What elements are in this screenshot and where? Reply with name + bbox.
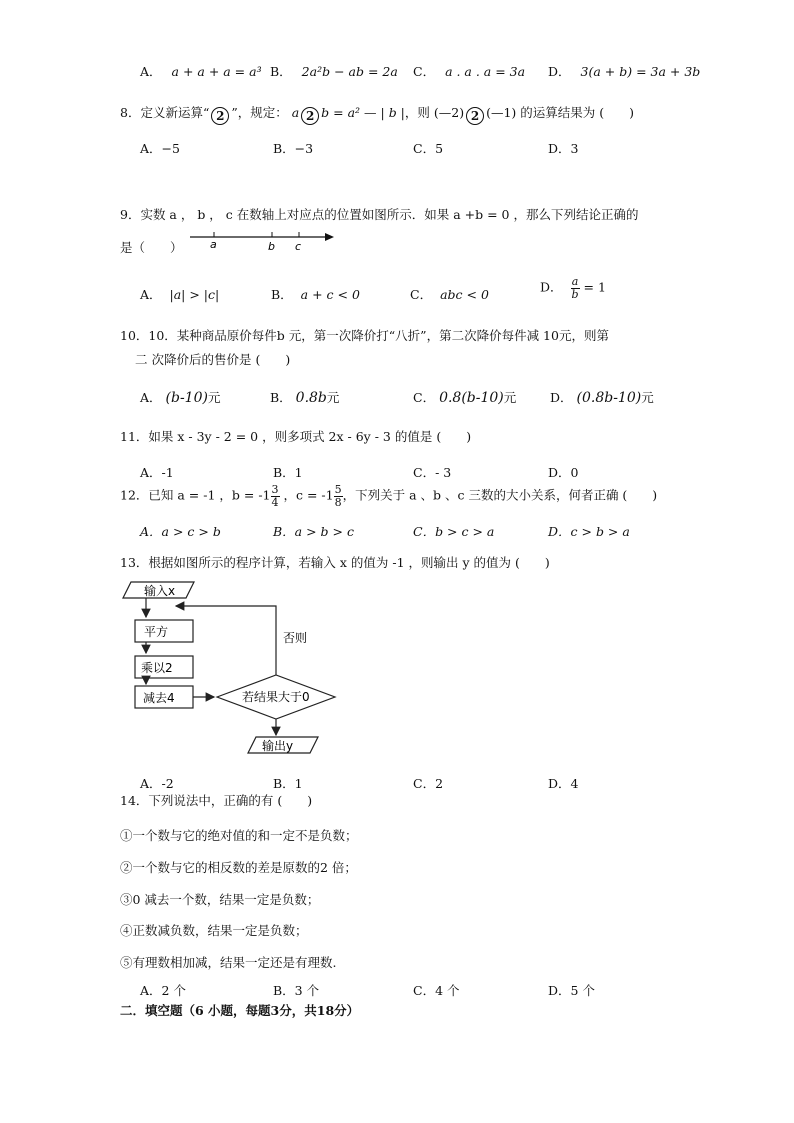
q14-option-a: A．2 个 [140,983,186,998]
q12-option-d: D．c > b > a [548,524,630,539]
q8-stem [120,103,634,125]
circled-two-icon: 2 [466,107,484,125]
flow-square-text: 平方 [144,625,169,639]
q7-option-c-label: C． [413,64,436,79]
q9-option-d-eq: = 1 [583,279,606,295]
unit-yuan: 元 [503,390,517,405]
q7-option-b-expr: 2a²b − ab = 2a [301,64,398,79]
q8-option-d: D．3 [548,141,579,156]
q7-option-a-expr: a + a + a = a³ [171,64,262,79]
unit-yuan: 元 [641,390,654,405]
q13-option-c: C．2 [413,776,444,791]
q10-option-b [270,388,339,406]
q10-stem: 10．10．某种商品原价每件b 元，第一次降价打“八折”，第二次降价每件减 10元，则第 [120,328,609,343]
q8-def-a: a [291,105,300,120]
q7-option-b [270,62,398,80]
q7-option-d-expr: 3(a + b) = 3a + 3b [580,64,701,79]
fraction-numerator: 5 [334,483,342,496]
q12-stem [120,484,657,508]
q10-option-d-label: D． [550,390,573,405]
q10-option-c-expr: 0.8(b-10) [439,390,504,406]
q8-def-b: b = a² — | b | [321,105,405,120]
q12-b-fraction [271,484,280,508]
q7-option-c [413,62,525,80]
q12-stem-part2: ，c = -1 [279,487,334,503]
q10-option-a-expr: (b-10) [165,390,208,406]
q13-option-d: D．4 [548,776,579,791]
q14-statement-1: ①一个数与它的绝对值的和一定不是负数； [120,828,358,843]
flow-output-text: 输出y [262,739,294,753]
flow-multiply-text: 乘以2 [141,661,173,675]
q8-stem-part3: ，则 (—2) [404,105,465,120]
flow-input-text: 输入x [144,584,176,598]
unit-yuan: 元 [207,390,221,405]
q13-stem: 13．根据如图所示的程序计算，若输入 x 的值为 -1 ，则输出 y 的值为 ( ) [120,555,550,570]
flow-subtract-text: 减去4 [143,691,175,705]
q14-statement-5: ⑤有理数相加减，结果一定还是有理数. [120,955,337,970]
fraction-denominator: 8 [334,495,342,509]
q12-option-b: B．a > b > c [273,524,354,539]
q8-option-a: A．−5 [140,141,180,156]
q11-option-c: C．- 3 [413,465,452,480]
q10-stem-2: 二 次降价后的售价是 ( ) [135,352,291,367]
fraction-denominator: b [571,287,579,301]
fraction-numerator: a [571,275,579,288]
q12-stem-part1: 12．已知 a = -1 ，b = -1 [120,487,271,503]
q9-stem: 9．实数 a ， b ， c 在数轴上对应点的位置如图所示．如果 a +b = 0 ，那么下列结论正确的 [120,207,639,222]
q10-option-b-label: B． [270,390,292,405]
q9-stem-2: 是（ ） [120,240,183,255]
flow-else-text: 否则 [283,631,308,645]
q14-statement-3: ③0 减去一个数，结果一定是负数； [120,892,320,907]
q9-option-b [271,285,360,303]
unit-yuan: 元 [326,390,340,405]
q14-statement-2: ②一个数与它的相反数的差是原数的2 倍； [120,860,357,875]
q8-option-b: B．−3 [273,141,314,156]
q10-option-c-label: C． [413,390,436,405]
q9-option-b-label: B． [271,287,293,302]
q14-stem: 14．下列说法中，正确的有 ( ) [120,793,313,808]
q13-option-b: B．1 [273,776,303,791]
circled-two-icon: 2 [211,107,229,125]
q12-stem-part3: ，下列关于 a 、b 、c 三数的大小关系，何者正确 ( ) [342,487,658,503]
q13-option-a: A．-2 [140,776,174,791]
arrow-right-icon [325,233,334,241]
q11-option-b: B．1 [273,465,303,480]
q7-option-d-label: D． [548,64,571,79]
q10-option-b-expr: 0.8b [295,390,327,406]
q8-stem-part2: ”，规定： [231,105,288,120]
q11-stem: 11．如果 x - 3y - 2 = 0 ，则多项式 2x - 6y - 3 的值是 ( ) [120,429,472,444]
q9-option-c [410,285,489,303]
q9-option-d-fraction [571,276,580,300]
q14-option-b: B．3 个 [273,983,320,998]
q11-option-a: A．-1 [140,465,174,480]
q8-option-c: C．5 [413,141,444,156]
q10-option-c [413,388,516,406]
q9-option-d [540,276,606,300]
q10-option-d [550,388,654,406]
q11-option-d: D．0 [548,465,579,480]
q7-option-c-expr: a . a . a = 3a [445,64,526,79]
q10-option-d-expr: (0.8b-10) [576,390,642,406]
flow-condition-text: 若结果大于0 [242,690,310,704]
q9-option-c-label: C． [410,287,433,302]
q9-option-a-expr: |a| > |c| [169,287,220,302]
q7-option-a-label: A． [140,64,162,79]
fraction-numerator: 3 [271,483,279,496]
q14-statement-4: ④正数减负数，结果一定是负数； [120,923,308,938]
q8-stem-part1: 8．定义新运算“ [120,105,210,120]
number-line [188,226,338,252]
q7-option-d [548,62,700,80]
number-line-label-c: c [295,240,302,252]
q9-option-a [140,285,219,303]
section-2-heading: 二．填空题（6 小题，每题3分，共18分） [120,1003,360,1018]
q12-option-c: C．b > c > a [413,524,495,539]
q10-option-a [140,388,220,406]
q9-option-a-label: A． [140,287,162,302]
fraction-denominator: 4 [271,495,279,509]
q12-c-fraction [334,484,343,508]
number-line-label-b: b [268,240,275,252]
circled-two-icon: 2 [301,107,319,125]
q14-option-d: D．5 个 [548,983,595,998]
q7-option-b-label: B． [270,64,292,79]
q9-option-b-expr: a + c < 0 [300,287,360,302]
q9-option-d-label: D． [540,279,563,295]
q10-option-a-label: A． [140,390,162,405]
q9-option-c-expr: abc < 0 [440,287,489,302]
q12-option-a: A．a > c > b [140,524,221,539]
q7-option-a [140,62,262,80]
q8-stem-part4: (—1) 的运算结果为 ( ) [486,105,634,120]
flowchart [116,576,346,766]
number-line-label-a: a [210,238,217,251]
q14-option-c: C．4 个 [413,983,460,998]
